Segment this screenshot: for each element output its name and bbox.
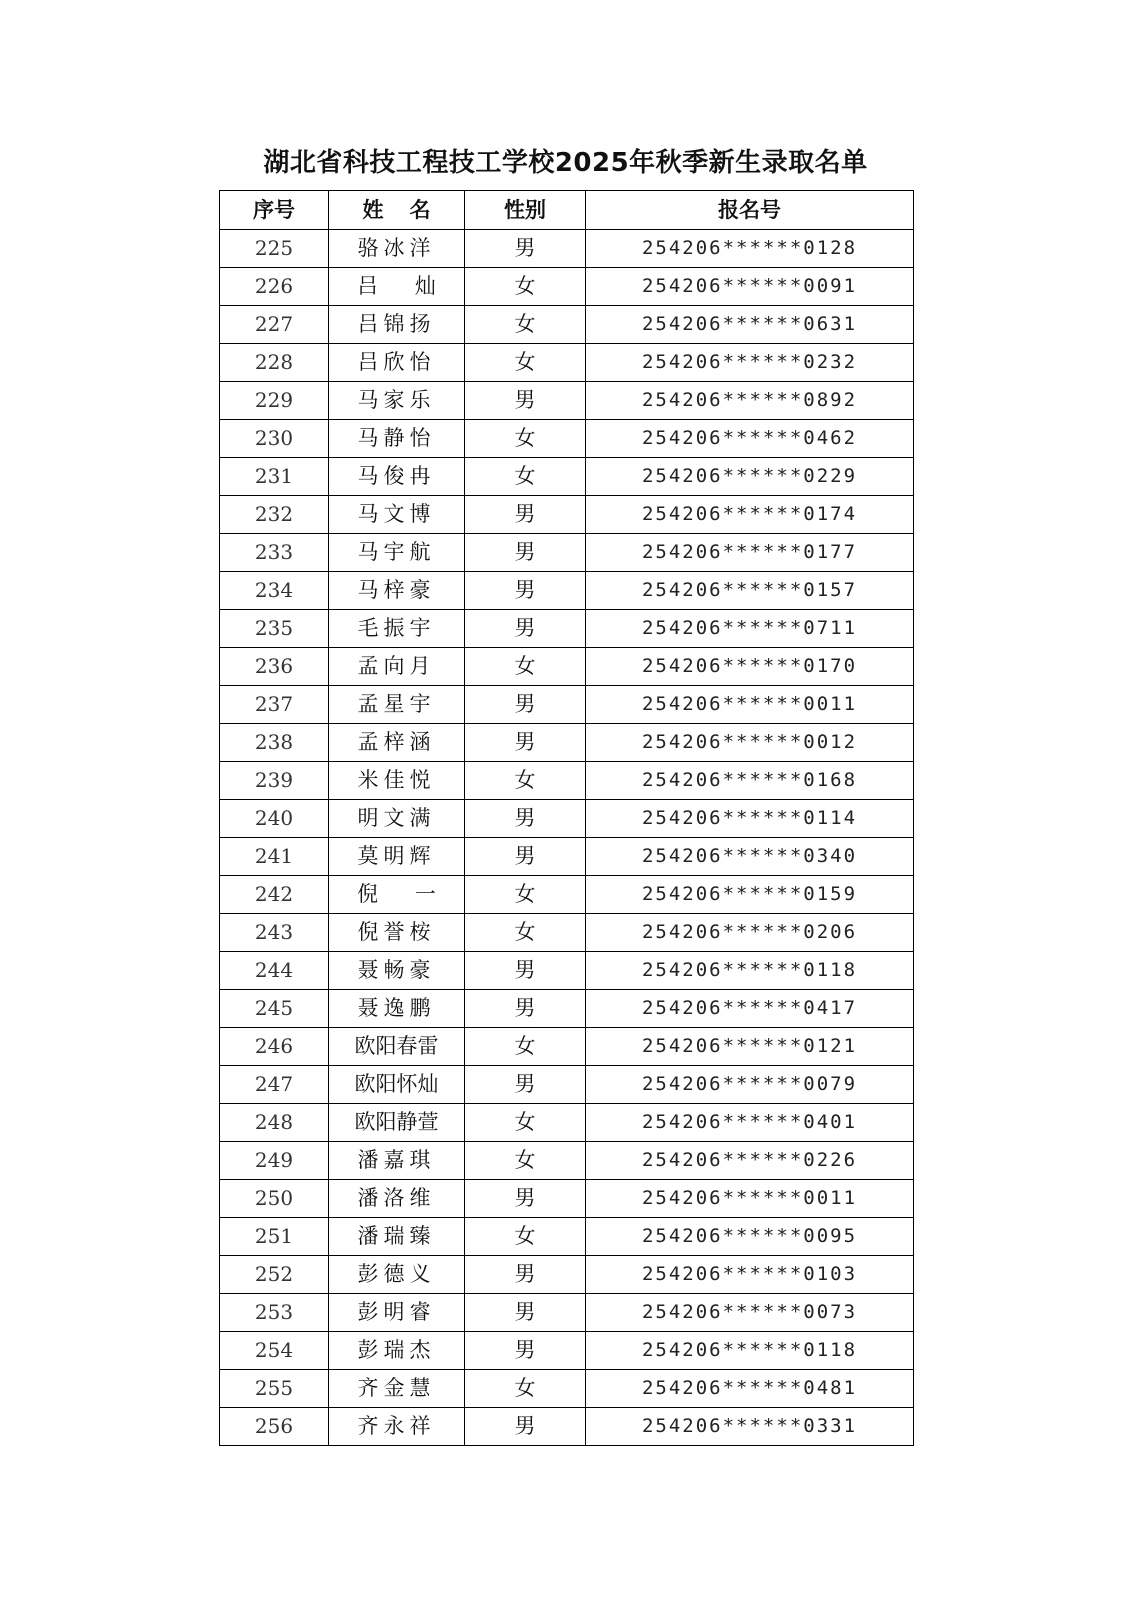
table-row — [220, 724, 914, 762]
cell-name: 吕欣怡 — [329, 344, 465, 382]
header-name-label: 姓名 — [362, 197, 457, 222]
cell-reg-no: 254206******0226 — [586, 1142, 914, 1180]
cell-name: 聂畅豪 — [329, 952, 465, 990]
cell-gender: 男 — [465, 686, 586, 724]
table-row — [220, 1294, 914, 1332]
cell-seq: 227 — [220, 306, 329, 344]
cell-name: 米佳悦 — [329, 762, 465, 800]
cell-seq: 225 — [220, 230, 329, 268]
cell-seq: 243 — [220, 914, 329, 952]
cell-name: 彭德义 — [329, 1256, 465, 1294]
cell-seq: 256 — [220, 1408, 329, 1446]
cell-seq: 238 — [220, 724, 329, 762]
cell-reg-no: 254206******0118 — [586, 1332, 914, 1370]
cell-gender: 男 — [465, 838, 586, 876]
cell-reg-no: 254206******0095 — [586, 1218, 914, 1256]
cell-name: 潘瑞臻 — [329, 1218, 465, 1256]
cell-seq: 247 — [220, 1066, 329, 1104]
table-row — [220, 838, 914, 876]
table-row — [220, 496, 914, 534]
cell-reg-no: 254206******0159 — [586, 876, 914, 914]
cell-seq: 229 — [220, 382, 329, 420]
header-name — [329, 191, 465, 230]
table-row — [220, 1408, 914, 1446]
cell-gender: 女 — [465, 1218, 586, 1256]
cell-reg-no: 254206******0340 — [586, 838, 914, 876]
cell-reg-no: 254206******0103 — [586, 1256, 914, 1294]
cell-gender: 男 — [465, 534, 586, 572]
cell-name: 吕锦扬 — [329, 306, 465, 344]
cell-name: 齐永祥 — [329, 1408, 465, 1446]
cell-seq: 254 — [220, 1332, 329, 1370]
cell-gender: 男 — [465, 610, 586, 648]
cell-gender: 男 — [465, 496, 586, 534]
header-seq: 序号 — [220, 191, 329, 230]
cell-seq: 248 — [220, 1104, 329, 1142]
page-title: 湖北省科技工程技工学校2025年秋季新生录取名单 — [263, 148, 868, 178]
cell-gender: 女 — [465, 344, 586, 382]
cell-gender: 女 — [465, 914, 586, 952]
cell-gender: 男 — [465, 382, 586, 420]
cell-seq: 234 — [220, 572, 329, 610]
table-row — [220, 572, 914, 610]
cell-gender: 女 — [465, 306, 586, 344]
cell-gender: 女 — [465, 1370, 586, 1408]
cell-reg-no: 254206******0168 — [586, 762, 914, 800]
cell-seq: 236 — [220, 648, 329, 686]
cell-gender: 男 — [465, 990, 586, 1028]
cell-reg-no: 254206******0229 — [586, 458, 914, 496]
cell-reg-no: 254206******0892 — [586, 382, 914, 420]
cell-name: 欧阳静萱 — [329, 1104, 465, 1142]
cell-name: 孟星宇 — [329, 686, 465, 724]
table-row — [220, 1104, 914, 1142]
table-row — [220, 610, 914, 648]
cell-reg-no: 254206******0011 — [586, 1180, 914, 1218]
cell-reg-no: 254206******0128 — [586, 230, 914, 268]
cell-seq: 251 — [220, 1218, 329, 1256]
cell-name: 马俊冉 — [329, 458, 465, 496]
cell-name: 潘洛维 — [329, 1180, 465, 1218]
cell-name: 明文满 — [329, 800, 465, 838]
cell-gender: 男 — [465, 1066, 586, 1104]
cell-reg-no: 254206******0157 — [586, 572, 914, 610]
cell-gender: 男 — [465, 1180, 586, 1218]
cell-seq: 237 — [220, 686, 329, 724]
cell-reg-no: 254206******0114 — [586, 800, 914, 838]
cell-name: 潘嘉琪 — [329, 1142, 465, 1180]
cell-reg-no: 254206******0011 — [586, 686, 914, 724]
cell-reg-no: 254206******0232 — [586, 344, 914, 382]
cell-seq: 246 — [220, 1028, 329, 1066]
table-row — [220, 914, 914, 952]
header-gender: 性别 — [465, 191, 586, 230]
cell-name: 骆冰洋 — [329, 230, 465, 268]
cell-seq: 245 — [220, 990, 329, 1028]
cell-gender: 女 — [465, 268, 586, 306]
table-row — [220, 1066, 914, 1104]
table-row — [220, 1332, 914, 1370]
cell-gender: 男 — [465, 1408, 586, 1446]
cell-seq: 241 — [220, 838, 329, 876]
table-header — [220, 191, 914, 230]
cell-gender: 男 — [465, 724, 586, 762]
cell-seq: 255 — [220, 1370, 329, 1408]
cell-reg-no: 254206******0206 — [586, 914, 914, 952]
cell-reg-no: 254206******0462 — [586, 420, 914, 458]
cell-name: 孟梓涵 — [329, 724, 465, 762]
cell-name: 聂逸鹏 — [329, 990, 465, 1028]
table-row — [220, 306, 914, 344]
cell-seq: 244 — [220, 952, 329, 990]
cell-gender: 男 — [465, 230, 586, 268]
cell-reg-no: 254206******0073 — [586, 1294, 914, 1332]
table-row — [220, 1180, 914, 1218]
cell-seq: 230 — [220, 420, 329, 458]
cell-reg-no: 254206******0118 — [586, 952, 914, 990]
table-row — [220, 1370, 914, 1408]
cell-name: 彭瑞杰 — [329, 1332, 465, 1370]
cell-reg-no: 254206******0401 — [586, 1104, 914, 1142]
cell-seq: 250 — [220, 1180, 329, 1218]
table-row — [220, 344, 914, 382]
cell-gender: 女 — [465, 648, 586, 686]
table-row — [220, 1142, 914, 1180]
cell-seq: 252 — [220, 1256, 329, 1294]
table-row — [220, 1218, 914, 1256]
table-row — [220, 458, 914, 496]
table-row — [220, 420, 914, 458]
cell-name: 马文博 — [329, 496, 465, 534]
cell-reg-no: 254206******0711 — [586, 610, 914, 648]
table-row — [220, 952, 914, 990]
cell-name: 莫明辉 — [329, 838, 465, 876]
cell-gender: 女 — [465, 876, 586, 914]
cell-seq: 231 — [220, 458, 329, 496]
cell-name: 欧阳春雷 — [329, 1028, 465, 1066]
cell-seq: 253 — [220, 1294, 329, 1332]
cell-gender: 男 — [465, 1256, 586, 1294]
cell-gender: 男 — [465, 952, 586, 990]
cell-reg-no: 254206******0079 — [586, 1066, 914, 1104]
cell-name: 马静怡 — [329, 420, 465, 458]
cell-gender: 女 — [465, 1104, 586, 1142]
cell-gender: 男 — [465, 1332, 586, 1370]
cell-reg-no: 254206******0331 — [586, 1408, 914, 1446]
table-row — [220, 990, 914, 1028]
table-row — [220, 762, 914, 800]
cell-name: 吕 灿 — [329, 268, 465, 306]
cell-name: 毛振宇 — [329, 610, 465, 648]
table-row — [220, 800, 914, 838]
cell-seq: 228 — [220, 344, 329, 382]
table-row — [220, 648, 914, 686]
cell-reg-no: 254206******0481 — [586, 1370, 914, 1408]
cell-gender: 女 — [465, 1142, 586, 1180]
cell-seq: 232 — [220, 496, 329, 534]
cell-reg-no: 254206******0177 — [586, 534, 914, 572]
table-row — [220, 686, 914, 724]
cell-reg-no: 254206******0091 — [586, 268, 914, 306]
cell-name: 马梓豪 — [329, 572, 465, 610]
cell-reg-no: 254206******0121 — [586, 1028, 914, 1066]
table-row — [220, 534, 914, 572]
table-row — [220, 1256, 914, 1294]
admission-table — [219, 190, 914, 1446]
table-row — [220, 876, 914, 914]
cell-seq: 240 — [220, 800, 329, 838]
cell-seq: 242 — [220, 876, 329, 914]
cell-reg-no: 254206******0012 — [586, 724, 914, 762]
table-row — [220, 1028, 914, 1066]
cell-name: 马宇航 — [329, 534, 465, 572]
cell-name: 彭明睿 — [329, 1294, 465, 1332]
cell-gender: 男 — [465, 1294, 586, 1332]
table-row — [220, 230, 914, 268]
cell-gender: 女 — [465, 420, 586, 458]
cell-gender: 男 — [465, 800, 586, 838]
cell-name: 孟向月 — [329, 648, 465, 686]
cell-gender: 女 — [465, 458, 586, 496]
cell-gender: 女 — [465, 762, 586, 800]
cell-reg-no: 254206******0631 — [586, 306, 914, 344]
cell-reg-no: 254206******0417 — [586, 990, 914, 1028]
cell-name: 欧阳怀灿 — [329, 1066, 465, 1104]
cell-name: 齐金慧 — [329, 1370, 465, 1408]
cell-seq: 249 — [220, 1142, 329, 1180]
header-row — [220, 191, 914, 230]
cell-gender: 男 — [465, 572, 586, 610]
cell-seq: 233 — [220, 534, 329, 572]
cell-seq: 239 — [220, 762, 329, 800]
cell-seq: 226 — [220, 268, 329, 306]
cell-name: 倪 一 — [329, 876, 465, 914]
header-reg-no: 报名号 — [586, 191, 914, 230]
cell-seq: 235 — [220, 610, 329, 648]
table-body — [220, 230, 914, 1446]
cell-reg-no: 254206******0174 — [586, 496, 914, 534]
cell-gender: 女 — [465, 1028, 586, 1066]
cell-name: 倪誉桉 — [329, 914, 465, 952]
table-row — [220, 268, 914, 306]
table-row — [220, 382, 914, 420]
cell-reg-no: 254206******0170 — [586, 648, 914, 686]
cell-name: 马家乐 — [329, 382, 465, 420]
